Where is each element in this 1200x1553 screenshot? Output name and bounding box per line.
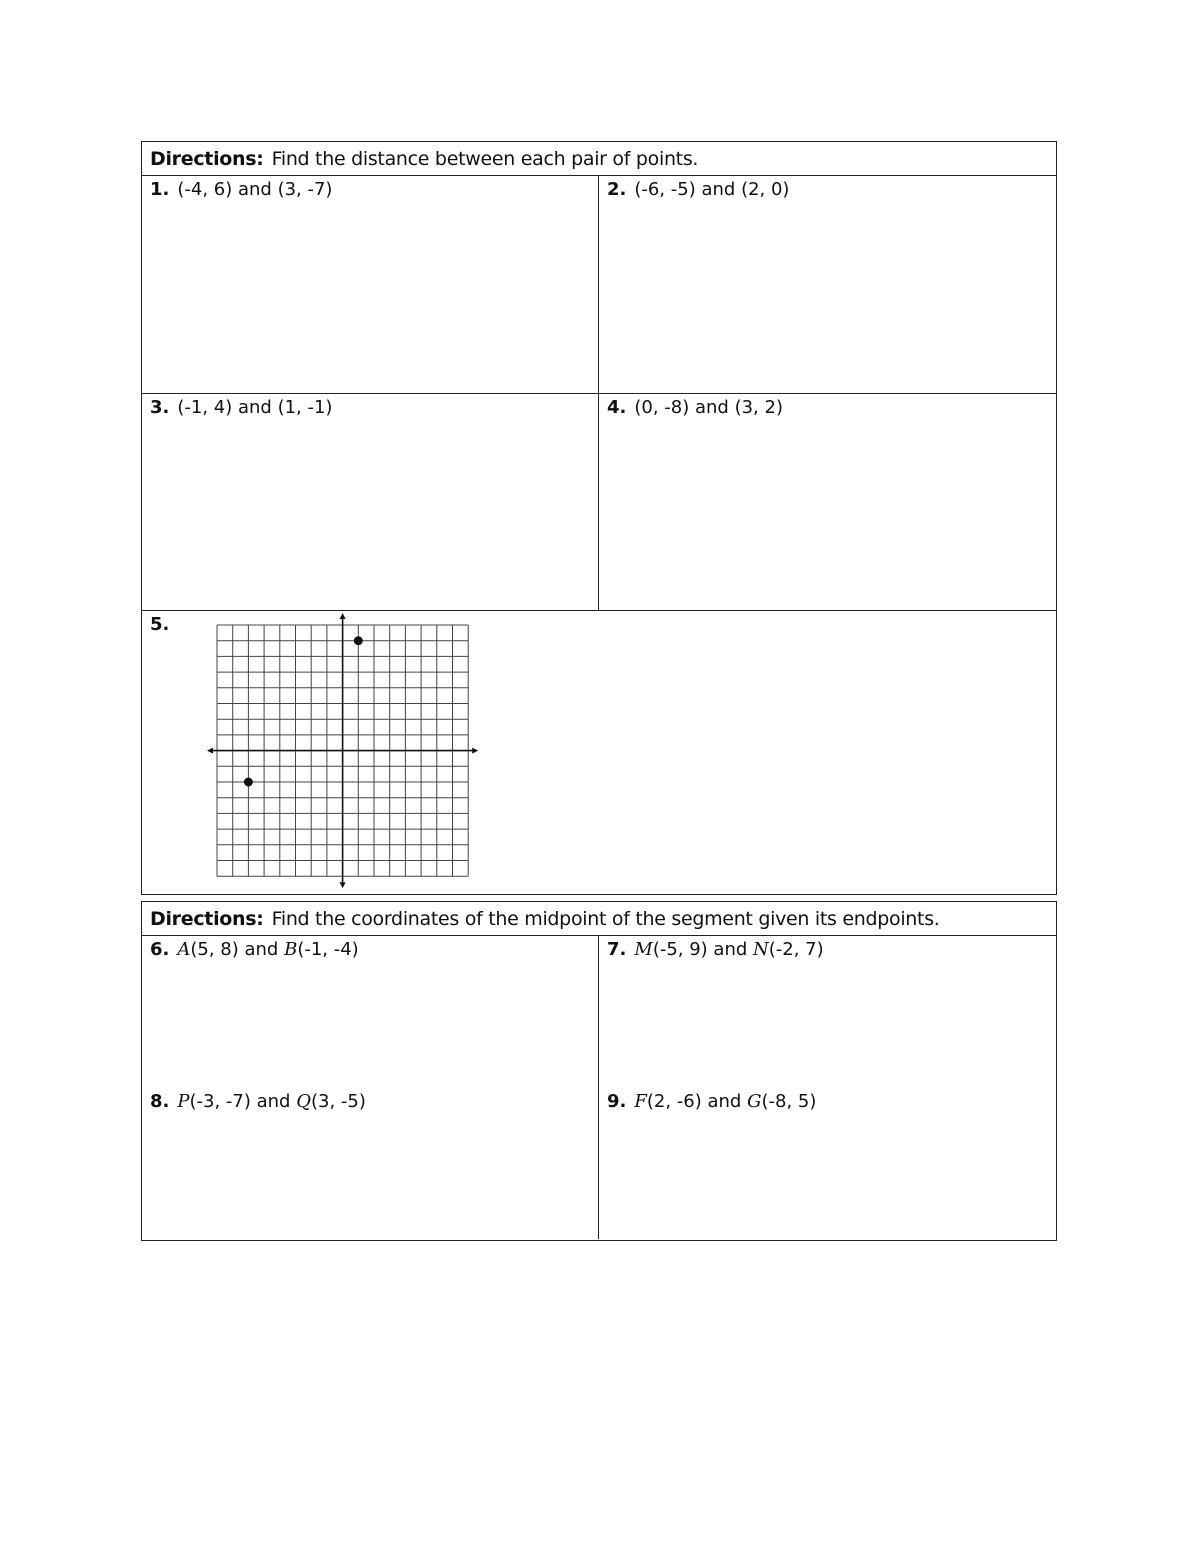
x-axis-arrow-left-icon <box>207 748 213 754</box>
point-name: G <box>747 1091 762 1112</box>
problem-number: 3. <box>150 397 170 418</box>
directions-text: Find the coordinates of the midpoint of the segment given its endpoints. <box>271 908 940 930</box>
directions-row <box>142 902 1056 936</box>
coords: (-3, -7) and <box>189 1091 297 1112</box>
problem-number: 1. <box>150 179 170 200</box>
point-name: B <box>284 939 298 960</box>
problem-6 <box>142 936 598 1086</box>
problem-number: 9. <box>607 1091 627 1112</box>
x-axis-arrow-right-icon <box>472 748 478 754</box>
midpoint-problems-table <box>141 901 1057 1241</box>
problem-1 <box>142 176 598 393</box>
directions-row <box>142 142 1056 176</box>
problem-number: 7. <box>607 939 627 960</box>
y-axis-arrow-up-icon <box>340 613 346 619</box>
problem-7 <box>599 936 1055 1086</box>
coords: (-2, 7) <box>768 939 824 960</box>
problem-8 <box>142 1088 598 1238</box>
problem-number: 5. <box>150 614 170 635</box>
point-name: A <box>177 939 191 960</box>
coords: (2, -6) and <box>646 1091 748 1112</box>
problem-text: (-1, 4) and (1, -1) <box>177 397 333 418</box>
directions-text: Find the distance between each pair of points. <box>271 148 699 170</box>
problem-4 <box>599 394 1055 610</box>
coordinate-grid <box>207 613 487 888</box>
problem-number: 6. <box>150 939 170 960</box>
distance-problems-table <box>141 141 1057 895</box>
problem-5 <box>142 611 1055 893</box>
problem-number: 2. <box>607 179 627 200</box>
problem-number: 4. <box>607 397 627 418</box>
coords: (-8, 5) <box>761 1091 817 1112</box>
coords: (-1, -4) <box>297 939 359 960</box>
problem-number: 8. <box>150 1091 170 1112</box>
problem-text: (-4, 6) and (3, -7) <box>177 179 333 200</box>
problem-text: (-6, -5) and (2, 0) <box>634 179 790 200</box>
coords: (5, 8) and <box>190 939 285 960</box>
point-name: M <box>634 939 653 960</box>
graph-point <box>244 778 253 787</box>
coords: (3, -5) <box>310 1091 366 1112</box>
problem-3 <box>142 394 598 610</box>
graph-point <box>354 636 363 645</box>
point-name: P <box>177 1091 190 1112</box>
point-name: Q <box>296 1091 311 1112</box>
y-axis-arrow-down-icon <box>340 882 346 888</box>
problem-2 <box>599 176 1055 393</box>
problem-text: (0, -8) and (3, 2) <box>634 397 783 418</box>
directions-label: Directions: <box>150 148 264 170</box>
directions-label: Directions: <box>150 908 264 930</box>
point-name: F <box>634 1091 647 1112</box>
coords: (-5, 9) and <box>652 939 754 960</box>
problem-9 <box>599 1088 1055 1238</box>
point-name: N <box>753 939 769 960</box>
